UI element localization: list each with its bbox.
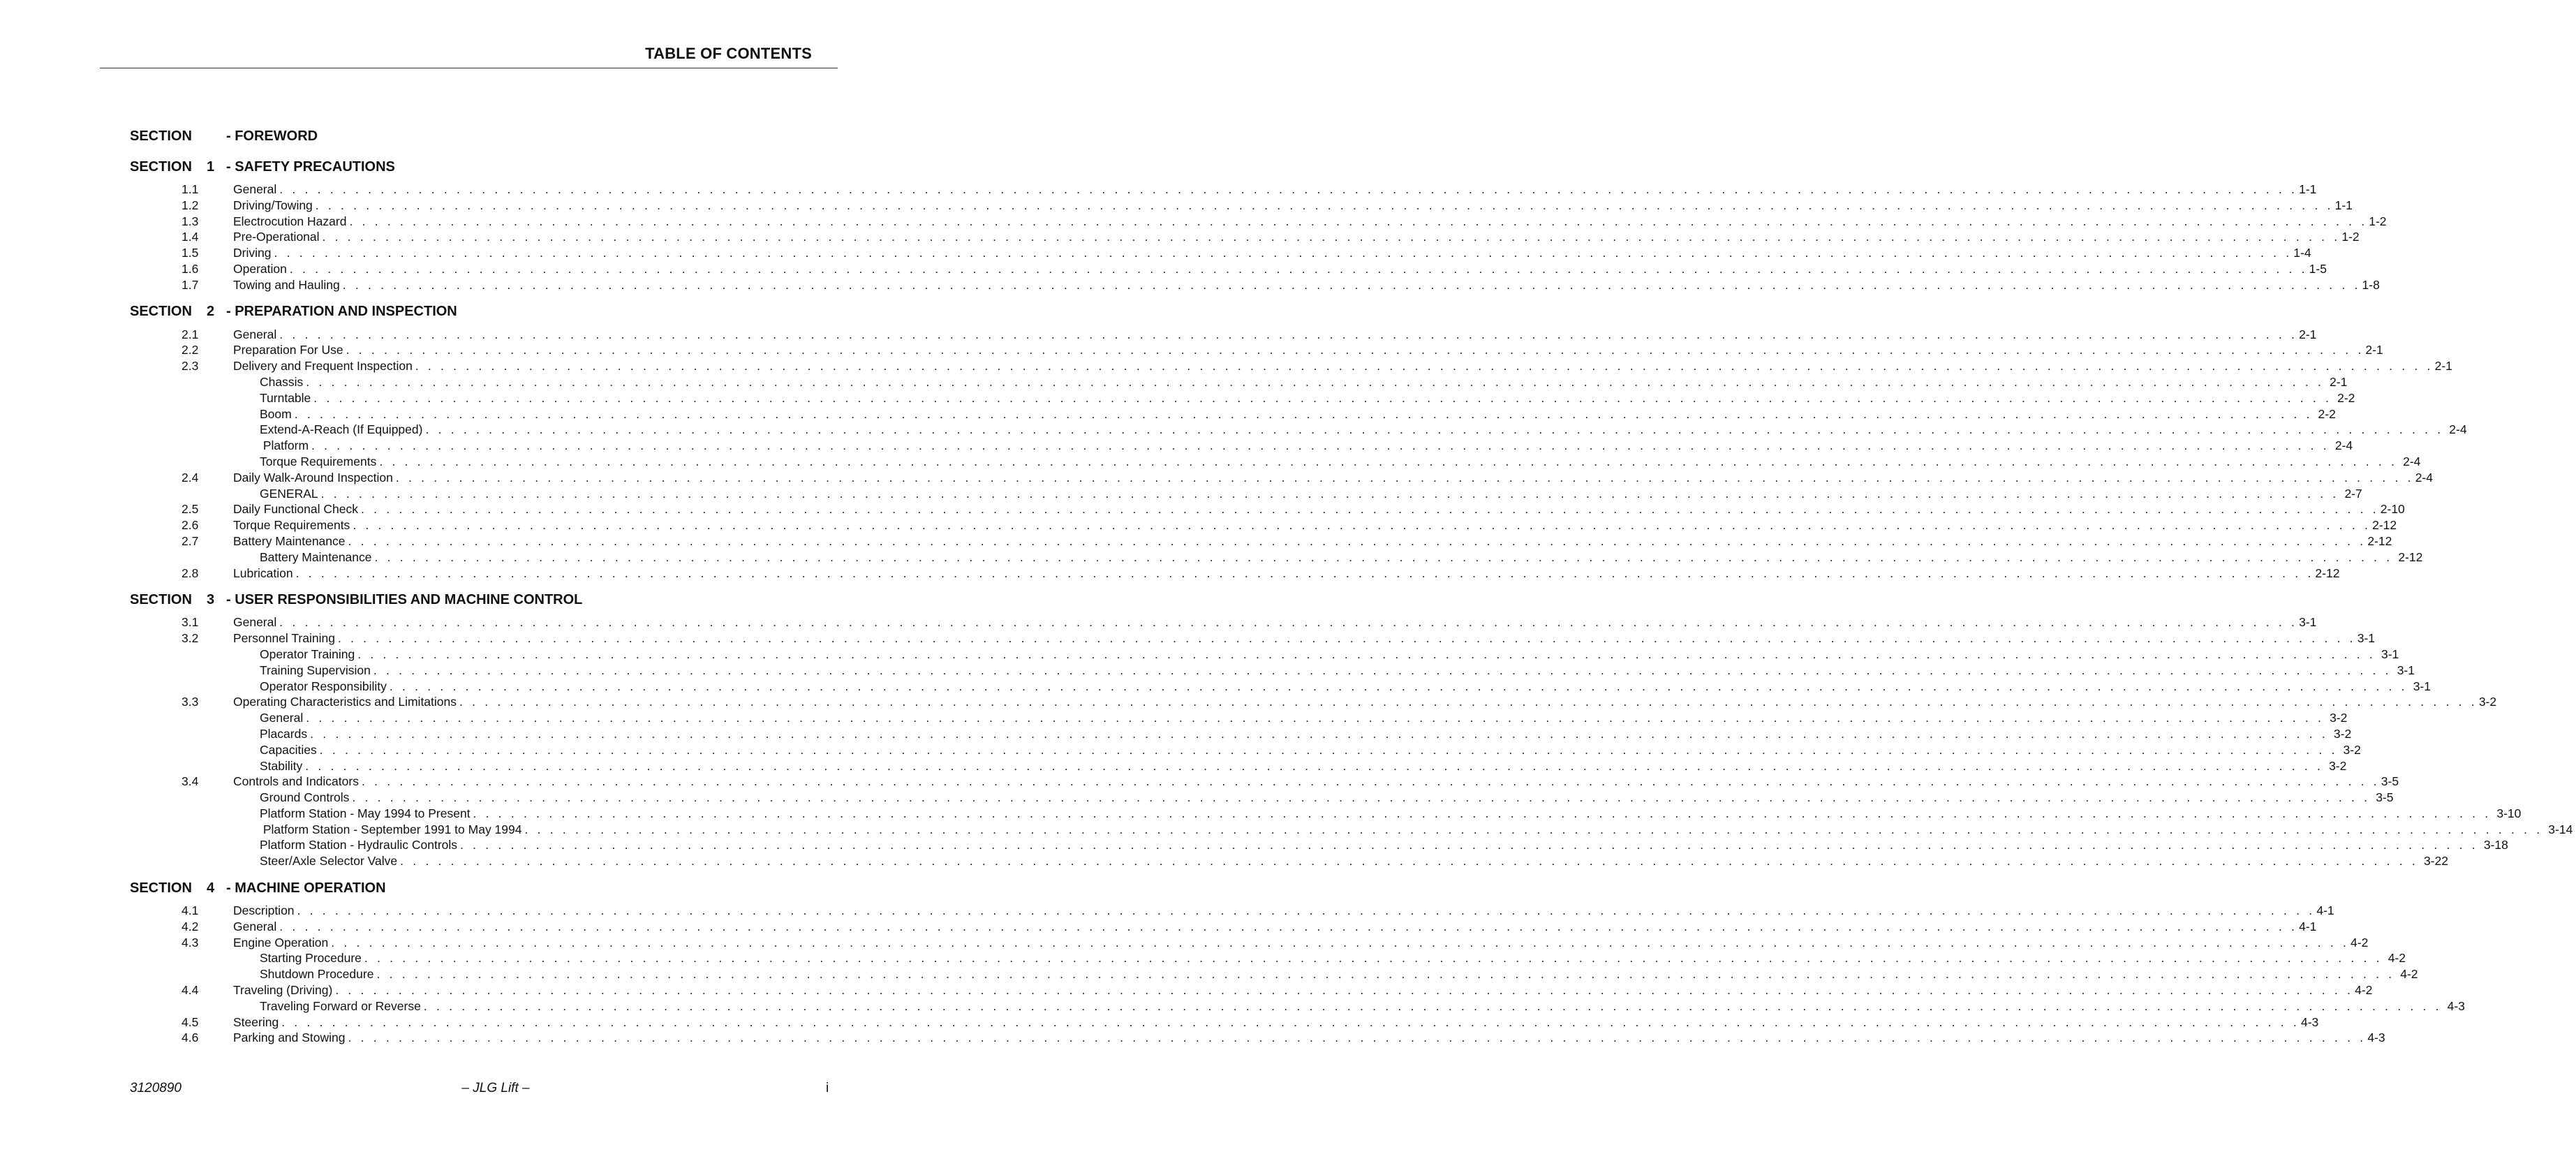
- entry-leader-row: [233, 245, 2311, 261]
- entry-number: 4.5: [182, 1014, 199, 1029]
- entry-title: Chassis: [260, 374, 304, 389]
- dot-leader: . . . . . . . . . . . . . . . . . . . . . . . . . . . . . . . . . . . . . . . . . . . . . . . . . . . . . . . . . . . . . . . . . . . . . . . . . . . . . . . . . . . . . . . . . . . . . . . . . . . . . . . . . . . . . . . . . . . . . . . . . . . . . . . . . . . . . . . . . . . . . . . . . . . . . . . . . . . . . . . .: [415, 359, 2434, 374]
- entry-page-number: 3-2: [2330, 711, 2348, 725]
- entry-page-number: 3-5: [2381, 774, 2399, 789]
- entry-page-number: 2-12: [2367, 533, 2392, 548]
- entry-title: Operator Training: [260, 647, 355, 661]
- entry-leader-row: [233, 1030, 2385, 1046]
- toc-entry[interactable]: [0, 501, 2405, 517]
- entry-page-number: 3-22: [2423, 854, 2448, 869]
- entry-number: 4.1: [182, 903, 199, 918]
- dot-leader: . . . . . . . . . . . . . . . . . . . . . . . . . . . . . . . . . . . . . . . . . . . . . . . . . . . . . . . . . . . . . . . . . . . . . . . . . . . . . . . . . . . . . . . . . . . . . . . . . . . . . . . . . . . . . . . . . . . . . . . . . . . . . . . . . . . . . . . . . . . . . . . . . . . . . . . . . . . . . . . .: [342, 277, 2361, 292]
- toc-subentry[interactable]: [0, 837, 2508, 853]
- toc-subentry[interactable]: [0, 726, 2352, 742]
- entry-page-number: 2-2: [2318, 406, 2336, 421]
- entry-number: 4.3: [182, 935, 199, 950]
- dot-leader: . . . . . . . . . . . . . . . . . . . . . . . . . . . . . . . . . . . . . . . . . . . . . . . . . . . . . . . . . . . . . . . . . . . . . . . . . . . . . . . . . . . . . . . . . . . . . . . . . . . . . . . . . . . . . . . . . . . . . . . . . . . . . . . . . . . . . . . . . . . . . . . . . . . . . . . . . . . . . . . .: [306, 374, 2325, 389]
- toc-subentry[interactable]: [0, 710, 2348, 726]
- entry-title: Pre-Operational: [233, 230, 320, 244]
- entry-page-number: 3-5: [2376, 790, 2394, 805]
- entry-title: General: [233, 615, 277, 630]
- section-word: SECTION: [130, 304, 192, 320]
- entry-leader-row: [260, 406, 2336, 422]
- entry-page-number: 4-2: [2351, 935, 2369, 950]
- entry-leader-row: [260, 454, 2421, 470]
- dot-leader: . . . . . . . . . . . . . . . . . . . . . . . . . . . . . . . . . . . . . . . . . . . . . . . . . . . . . . . . . . . . . . . . . . . . . . . . . . . . . . . . . . . . . . . . . . . . . . . . . . . . . . . . . . . . . . . . . . . . . . . . . . . . . . . . . . . . . . . . . . . . . . . . . . . . . . . . . . . . . . . .: [279, 182, 2298, 196]
- entry-page-number: 3-2: [2329, 758, 2347, 773]
- dot-leader: . . . . . . . . . . . . . . . . . . . . . . . . . . . . . . . . . . . . . . . . . . . . . . . . . . . . . . . . . . . . . . . . . . . . . . . . . . . . . . . . . . . . . . . . . . . . . . . . . . . . . . . . . . . . . . . . . . . . . . . . . . . . . . . . . . . . . . . . . . . . . . . . . . . . . . . . . . . . . . . .: [524, 822, 2543, 836]
- entry-page-number: 2-1: [2434, 359, 2452, 374]
- toc-entry[interactable]: [0, 261, 2327, 277]
- footer-doc-number: 3120890: [130, 1081, 182, 1095]
- entry-title: Steering: [233, 1014, 279, 1029]
- entry-leader-row: [233, 774, 2399, 790]
- entry-leader-row: [233, 694, 2497, 710]
- footer-page-number: i: [826, 1081, 829, 1095]
- entry-page-number: 1-2: [2341, 230, 2360, 244]
- dot-leader: . . . . . . . . . . . . . . . . . . . . . . . . . . . . . . . . . . . . . . . . . . . . . . . . . . . . . . . . . . . . . . . . . . . . . . . . . . . . . . . . . . . . . . . . . . . . . . . . . . . . . . . . . . . . . . . . . . . . . . . . . . . . . . . . . . . . . . . . . . . . . . . . . . . . . . . . . . . . . . . .: [379, 454, 2398, 468]
- section-number: 4: [207, 880, 215, 896]
- toc-entry[interactable]: [0, 533, 2392, 549]
- entry-title: Towing and Hauling: [233, 277, 340, 292]
- toc-subentry[interactable]: [0, 998, 2465, 1014]
- entry-title: Torque Requirements: [260, 454, 377, 468]
- toc-entry[interactable]: [0, 982, 2373, 998]
- entry-leader-row: [260, 998, 2465, 1014]
- entry-leader-row: [260, 950, 2406, 966]
- entry-leader-row: [260, 374, 2348, 390]
- entry-number: 3.3: [182, 695, 199, 709]
- dot-leader: . . . . . . . . . . . . . . . . . . . . . . . . . . . . . . . . . . . . . . . . . . . . . . . . . . . . . . . . . . . . . . . . . . . . . . . . . . . . . . . . . . . . . . . . . . . . . . . . . . . . . . . . . . . . . . . . . . . . . . . . . . . . . . . . . . . . . . . . . . . . . . . . . . . . . . . . . . . . . . . .: [281, 1014, 2300, 1029]
- toc-entry[interactable]: [0, 919, 2317, 935]
- entry-leader-row: [260, 679, 2431, 695]
- entry-page-number: 4-2: [2355, 983, 2373, 998]
- toc-subentry[interactable]: [0, 853, 2448, 869]
- toc-section: [0, 300, 2467, 582]
- dot-leader: . . . . . . . . . . . . . . . . . . . . . . . . . . . . . . . . . . . . . . . . . . . . . . . . . . . . . . . . . . . . . . . . . . . . . . . . . . . . . . . . . . . . . . . . . . . . . . . . . . . . . . . . . . . . . . . . . . . . . . . . . . . . . . . . . . . . . . . . . . . . . . . . . . . . . . . . . . . . . . . .: [279, 919, 2298, 933]
- dot-leader: . . . . . . . . . . . . . . . . . . . . . . . . . . . . . . . . . . . . . . . . . . . . . . . . . . . . . . . . . . . . . . . . . . . . . . . . . . . . . . . . . . . . . . . . . . . . . . . . . . . . . . . . . . . . . . . . . . . . . . . . . . . . . . . . . . . . . . . . . . . . . . . . . . . . . . . . . . . . . . . .: [315, 198, 2334, 212]
- toc-subentry[interactable]: [0, 950, 2406, 966]
- toc-section: [0, 124, 890, 148]
- entry-title: Battery Maintenance: [260, 549, 372, 564]
- entry-title: Starting Procedure: [260, 951, 362, 966]
- toc-entry[interactable]: [0, 517, 2397, 533]
- toc-entry[interactable]: [0, 245, 2311, 261]
- entry-title: Platform Station - September 1991 to May 1994: [260, 822, 522, 836]
- dot-leader: . . . . . . . . . . . . . . . . . . . . . . . . . . . . . . . . . . . . . . . . . . . . . . . . . . . . . . . . . . . . . . . . . . . . . . . . . . . . . . . . . . . . . . . . . . . . . . . . . . . . . . . . . . . . . . . . . . . . . . . . . . . . . . . . . . . . . . . . . . . . . . . . . . . . . . . . . . . . . . . .: [360, 502, 2379, 517]
- section-title: - USER RESPONSIBILITIES AND MACHINE CONTROL: [226, 591, 583, 607]
- entry-page-number: 4-2: [2388, 951, 2406, 966]
- toc-subentry[interactable]: [0, 454, 2421, 470]
- entry-leader-row: [260, 549, 2423, 566]
- toc-subentry[interactable]: [0, 374, 2348, 390]
- entry-page-number: 2-1: [2299, 327, 2317, 341]
- entry-page-number: 1-2: [2369, 214, 2387, 228]
- dot-leader: . . . . . . . . . . . . . . . . . . . . . . . . . . . . . . . . . . . . . . . . . . . . . . . . . . . . . . . . . . . . . . . . . . . . . . . . . . . . . . . . . . . . . . . . . . . . . . . . . . . . . . . . . . . . . . . . . . . . . . . . . . . . . . . . . . . . . . . . . . . . . . . . . . . . . . . . . . . . . . . .: [306, 711, 2325, 725]
- dot-leader: . . . . . . . . . . . . . . . . . . . . . . . . . . . . . . . . . . . . . . . . . . . . . . . . . . . . . . . . . . . . . . . . . . . . . . . . . . . . . . . . . . . . . . . . . . . . . . . . . . . . . . . . . . . . . . . . . . . . . . . . . . . . . . . . . . . . . . . . . . . . . . . . . . . . . . . . . . . . . . . .: [460, 838, 2478, 852]
- entry-title: Preparation For Use: [233, 343, 343, 357]
- dot-leader: . . . . . . . . . . . . . . . . . . . . . . . . . . . . . . . . . . . . . . . . . . . . . . . . . . . . . . . . . . . . . . . . . . . . . . . . . . . . . . . . . . . . . . . . . . . . . . . . . . . . . . . . . . . . . . . . . . . . . . . . . . . . . . . . . . . . . . . . . . . . . . . . . . . . . . . . . . . . . . . .: [364, 951, 2383, 966]
- entry-page-number: 2-4: [2403, 454, 2421, 468]
- section-heading[interactable]: [0, 588, 890, 612]
- toc-section: [0, 588, 2573, 869]
- table-of-contents: [0, 124, 2573, 1053]
- toc-entry[interactable]: [0, 342, 2383, 358]
- entry-page-number: 3-1: [2299, 615, 2317, 630]
- entry-leader-row: [233, 566, 2340, 582]
- entry-page-number: 1-4: [2293, 246, 2311, 260]
- dot-leader: . . . . . . . . . . . . . . . . . . . . . . . . . . . . . . . . . . . . . . . . . . . . . . . . . . . . . . . . . . . . . . . . . . . . . . . . . . . . . . . . . . . . . . . . . . . . . . . . . . . . . . . . . . . . . . . . . . . . . . . . . . . . . . . . . . . . . . . . . . . . . . . . . . . . . . . . . . . . . . . .: [349, 214, 2368, 228]
- dot-leader: . . . . . . . . . . . . . . . . . . . . . . . . . . . . . . . . . . . . . . . . . . . . . . . . . . . . . . . . . . . . . . . . . . . . . . . . . . . . . . . . . . . . . . . . . . . . . . . . . . . . . . . . . . . . . . . . . . . . . . . . . . . . . . . . . . . . . . . . . . . . . . . . . . . . . . . . . . . . . . . .: [348, 533, 2367, 548]
- entry-number: 2.2: [182, 343, 199, 357]
- entry-title: General: [260, 711, 304, 725]
- dot-leader: . . . . . . . . . . . . . . . . . . . . . . . . . . . . . . . . . . . . . . . . . . . . . . . . . . . . . . . . . . . . . . . . . . . . . . . . . . . . . . . . . . . . . . . . . . . . . . . . . . . . . . . . . . . . . . . . . . . . . . . . . . . . . . . . . . . . . . . . . . . . . . . . . . . . . . . . . . . . . . . .: [289, 261, 2308, 276]
- entry-number: 1.1: [182, 182, 199, 196]
- entry-leader-row: [260, 837, 2508, 853]
- dot-leader: . . . . . . . . . . . . . . . . . . . . . . . . . . . . . . . . . . . . . . . . . . . . . . . . . . . . . . . . . . . . . . . . . . . . . . . . . . . . . . . . . . . . . . . . . . . . . . . . . . . . . . . . . . . . . . . . . . . . . . . . . . . . . . . . . . . . . . . . . . . . . . . . . . . . . . . . . . . . . . . .: [374, 549, 2393, 564]
- entry-title: Steer/Axle Selector Valve: [260, 854, 398, 869]
- entry-number: 2.3: [182, 359, 199, 374]
- page-header-title: TABLE OF CONTENTS: [645, 45, 812, 62]
- entry-number: 2.8: [182, 566, 199, 580]
- entry-number: 4.2: [182, 919, 199, 933]
- toc-entry[interactable]: [0, 903, 2334, 919]
- section-heading[interactable]: [0, 124, 890, 148]
- entry-title: Lubrication: [233, 566, 293, 580]
- toc-entry[interactable]: [0, 327, 2317, 343]
- entry-number: 1.4: [182, 230, 199, 244]
- entry-number: 1.7: [182, 277, 199, 292]
- entry-page-number: 3-1: [2397, 663, 2415, 677]
- dot-leader: . . . . . . . . . . . . . . . . . . . . . . . . . . . . . . . . . . . . . . . . . . . . . . . . . . . . . . . . . . . . . . . . . . . . . . . . . . . . . . . . . . . . . . . . . . . . . . . . . . . . . . . . . . . . . . . . . . . . . . . . . . . . . . . . . . . . . . . . . . . . . . . . . . . . . . . . . . . . . . . .: [297, 903, 2316, 918]
- dot-leader: . . . . . . . . . . . . . . . . . . . . . . . . . . . . . . . . . . . . . . . . . . . . . . . . . . . . . . . . . . . . . . . . . . . . . . . . . . . . . . . . . . . . . . . . . . . . . . . . . . . . . . . . . . . . . . . . . . . . . . . . . . . . . . . . . . . . . . . . . . . . . . . . . . . . . . . . . . . . . . . .: [331, 935, 2350, 950]
- entry-number: 2.5: [182, 502, 199, 517]
- toc-section: [0, 876, 2465, 1046]
- entry-title: Delivery and Frequent Inspection: [233, 359, 413, 374]
- toc-subentry[interactable]: [0, 406, 2336, 422]
- entry-leader-row: [260, 966, 2418, 982]
- section-title: - MACHINE OPERATION: [226, 880, 386, 896]
- section-title: - SAFETY PRECAUTIONS: [226, 158, 395, 175]
- entry-title: Platform: [260, 438, 309, 453]
- entry-page-number: 3-1: [2381, 647, 2399, 661]
- entry-page-number: 4-3: [2447, 998, 2465, 1013]
- entry-title: Ground Controls: [260, 790, 350, 805]
- entry-leader-row: [233, 517, 2397, 533]
- dot-leader: . . . . . . . . . . . . . . . . . . . . . . . . . . . . . . . . . . . . . . . . . . . . . . . . . . . . . . . . . . . . . . . . . . . . . . . . . . . . . . . . . . . . . . . . . . . . . . . . . . . . . . . . . . . . . . . . . . . . . . . . . . . . . . . . . . . . . . . . . . . . . . . . . . . . . . . . . . . . . . . .: [322, 230, 2341, 244]
- entry-page-number: 4-3: [2367, 1031, 2385, 1045]
- entry-leader-row: [233, 1014, 2319, 1031]
- toc-section: [0, 155, 2387, 293]
- entry-page-number: 3-2: [2333, 726, 2352, 741]
- dot-leader: . . . . . . . . . . . . . . . . . . . . . . . . . . . . . . . . . . . . . . . . . . . . . . . . . . . . . . . . . . . . . . . . . . . . . . . . . . . . . . . . . . . . . . . . . . . . . . . . . . . . . . . . . . . . . . . . . . . . . . . . . . . . . . . . . . . . . . . . . . . . . . . . . . . . . . . . . . . . . . . .: [353, 518, 2371, 533]
- entry-page-number: 2-10: [2380, 502, 2405, 517]
- entry-leader-row: [233, 903, 2334, 919]
- dot-leader: . . . . . . . . . . . . . . . . . . . . . . . . . . . . . . . . . . . . . . . . . . . . . . . . . . . . . . . . . . . . . . . . . . . . . . . . . . . . . . . . . . . . . . . . . . . . . . . . . . . . . . . . . . . . . . . . . . . . . . . . . . . . . . . . . . . . . . . . . . . . . . . . . . . . . . . . . . . . . . . .: [294, 406, 2313, 421]
- entry-page-number: 2-12: [2398, 549, 2423, 564]
- entry-leader-row: [260, 742, 2361, 758]
- entry-number: 1.5: [182, 246, 199, 260]
- entry-page-number: 4-1: [2299, 919, 2317, 933]
- toc-entry[interactable]: [0, 935, 2369, 951]
- entry-leader-row: [233, 935, 2369, 951]
- dot-leader: . . . . . . . . . . . . . . . . . . . . . . . . . . . . . . . . . . . . . . . . . . . . . . . . . . . . . . . . . . . . . . . . . . . . . . . . . . . . . . . . . . . . . . . . . . . . . . . . . . . . . . . . . . . . . . . . . . . . . . . . . . . . . . . . . . . . . . . . . . . . . . . . . . . . . . . . . . . . . . . .: [279, 615, 2298, 630]
- section-heading[interactable]: [0, 155, 890, 179]
- dot-leader: . . . . . . . . . . . . . . . . . . . . . . . . . . . . . . . . . . . . . . . . . . . . . . . . . . . . . . . . . . . . . . . . . . . . . . . . . . . . . . . . . . . . . . . . . . . . . . . . . . . . . . . . . . . . . . . . . . . . . . . . . . . . . . . . . . . . . . . . . . . . . . . . . . . . . . . . . . . . . . . .: [279, 327, 2298, 341]
- entry-number: 1.2: [182, 198, 199, 212]
- entry-number: 1.6: [182, 261, 199, 276]
- dot-leader: . . . . . . . . . . . . . . . . . . . . . . . . . . . . . . . . . . . . . . . . . . . . . . . . . . . . . . . . . . . . . . . . . . . . . . . . . . . . . . . . . . . . . . . . . . . . . . . . . . . . . . . . . . . . . . . . . . . . . . . . . . . . . . . . . . . . . . . . . . . . . . . . . . . . . . . . . . . . . . . .: [357, 647, 2376, 661]
- dot-leader: . . . . . . . . . . . . . . . . . . . . . . . . . . . . . . . . . . . . . . . . . . . . . . . . . . . . . . . . . . . . . . . . . . . . . . . . . . . . . . . . . . . . . . . . . . . . . . . . . . . . . . . . . . . . . . . . . . . . . . . . . . . . . . . . . . . . . . . . . . . . . . . . . . . . . . . . . . . . . . . .: [274, 246, 2293, 260]
- entry-page-number: 2-2: [2337, 390, 2355, 405]
- toc-subentry[interactable]: [0, 966, 2418, 982]
- entry-page-number: 2-7: [2344, 486, 2362, 501]
- toc-entry[interactable]: [0, 198, 2353, 214]
- toc-subentry[interactable]: [0, 486, 2362, 502]
- entry-leader-row: [260, 438, 2353, 454]
- entry-title: Engine Operation: [233, 935, 329, 950]
- dot-leader: . . . . . . . . . . . . . . . . . . . . . . . . . . . . . . . . . . . . . . . . . . . . . . . . . . . . . . . . . . . . . . . . . . . . . . . . . . . . . . . . . . . . . . . . . . . . . . . . . . . . . . . . . . . . . . . . . . . . . . . . . . . . . . . . . . . . . . . . . . . . . . . . . . . . . . . . . . . . . . . .: [373, 663, 2392, 677]
- entry-number: 4.6: [182, 1031, 199, 1045]
- entry-title: Operation: [233, 261, 287, 276]
- dot-leader: . . . . . . . . . . . . . . . . . . . . . . . . . . . . . . . . . . . . . . . . . . . . . . . . . . . . . . . . . . . . . . . . . . . . . . . . . . . . . . . . . . . . . . . . . . . . . . . . . . . . . . . . . . . . . . . . . . . . . . . . . . . . . . . . . . . . . . . . . . . . . . . . . . . . . . . . . . . . . . . .: [395, 470, 2414, 485]
- entry-number: 2.7: [182, 533, 199, 548]
- section-word: SECTION: [130, 591, 192, 607]
- entry-title: Daily Walk-Around Inspection: [233, 470, 393, 485]
- dot-leader: . . . . . . . . . . . . . . . . . . . . . . . . . . . . . . . . . . . . . . . . . . . . . . . . . . . . . . . . . . . . . . . . . . . . . . . . . . . . . . . . . . . . . . . . . . . . . . . . . . . . . . . . . . . . . . . . . . . . . . . . . . . . . . . . . . . . . . . . . . . . . . . . . . . . . . . . . . . . . . . .: [348, 1031, 2367, 1045]
- toc-entry[interactable]: [0, 1014, 2319, 1031]
- entry-page-number: 2-1: [2330, 374, 2348, 389]
- section-title: - PREPARATION AND INSPECTION: [226, 304, 457, 320]
- entry-page-number: 3-14: [2548, 822, 2573, 836]
- entry-leader-row: [233, 470, 2433, 486]
- entry-title: Driving/Towing: [233, 198, 313, 212]
- entry-title: Extend-A-Reach (If Equipped): [260, 422, 423, 437]
- dot-leader: . . . . . . . . . . . . . . . . . . . . . . . . . . . . . . . . . . . . . . . . . . . . . . . . . . . . . . . . . . . . . . . . . . . . . . . . . . . . . . . . . . . . . . . . . . . . . . . . . . . . . . . . . . . . . . . . . . . . . . . . . . . . . . . . . . . . . . . . . . . . . . . . . . . . . . . . . . . . . . . .: [320, 486, 2339, 501]
- entry-leader-row: [233, 919, 2317, 935]
- entry-page-number: 2-4: [2449, 422, 2467, 437]
- section-number: 3: [207, 591, 215, 607]
- entry-number: 2.1: [182, 327, 199, 341]
- section-word: SECTION: [130, 128, 192, 144]
- dot-leader: . . . . . . . . . . . . . . . . . . . . . . . . . . . . . . . . . . . . . . . . . . . . . . . . . . . . . . . . . . . . . . . . . . . . . . . . . . . . . . . . . . . . . . . . . . . . . . . . . . . . . . . . . . . . . . . . . . . . . . . . . . . . . . . . . . . . . . . . . . . . . . . . . . . . . . . . . . . . . . . .: [310, 726, 2328, 741]
- toc-entry[interactable]: [0, 630, 2376, 647]
- toc-subentry[interactable]: [0, 663, 2415, 679]
- toc-subentry[interactable]: [0, 806, 2522, 822]
- entry-leader-row: [233, 229, 2360, 245]
- footer-publisher: – JLG Lift –: [461, 1081, 530, 1095]
- entry-page-number: 1-5: [2309, 261, 2327, 276]
- entry-leader-row: [260, 726, 2352, 742]
- dot-leader: . . . . . . . . . . . . . . . . . . . . . . . . . . . . . . . . . . . . . . . . . . . . . . . . . . . . . . . . . . . . . . . . . . . . . . . . . . . . . . . . . . . . . . . . . . . . . . . . . . . . . . . . . . . . . . . . . . . . . . . . . . . . . . . . . . . . . . . . . . . . . . . . . . . . . . . . . . . . . . . .: [335, 983, 2354, 998]
- dot-leader: . . . . . . . . . . . . . . . . . . . . . . . . . . . . . . . . . . . . . . . . . . . . . . . . . . . . . . . . . . . . . . . . . . . . . . . . . . . . . . . . . . . . . . . . . . . . . . . . . . . . . . . . . . . . . . . . . . . . . . . . . . . . . . . . . . . . . . . . . . . . . . . . . . . . . . . . . . . . . . . .: [400, 854, 2418, 869]
- entry-page-number: 1-8: [2362, 277, 2380, 292]
- entry-title: Personnel Training: [233, 631, 335, 646]
- entry-title: Boom: [260, 406, 292, 421]
- entry-page-number: 3-1: [2357, 631, 2376, 646]
- entry-page-number: 2-1: [2365, 343, 2383, 357]
- toc-subentry[interactable]: [0, 647, 2399, 663]
- toc-entry[interactable]: [0, 1030, 2385, 1046]
- entry-title: Operating Characteristics and Limitations: [233, 695, 457, 709]
- entry-page-number: 4-2: [2400, 967, 2418, 982]
- dot-leader: . . . . . . . . . . . . . . . . . . . . . . . . . . . . . . . . . . . . . . . . . . . . . . . . . . . . . . . . . . . . . . . . . . . . . . . . . . . . . . . . . . . . . . . . . . . . . . . . . . . . . . . . . . . . . . . . . . . . . . . . . . . . . . . . . . . . . . . . . . . . . . . . . . . . . . . . . . . . . . . .: [473, 806, 2492, 820]
- dot-leader: . . . . . . . . . . . . . . . . . . . . . . . . . . . . . . . . . . . . . . . . . . . . . . . . . . . . . . . . . . . . . . . . . . . . . . . . . . . . . . . . . . . . . . . . . . . . . . . . . . . . . . . . . . . . . . . . . . . . . . . . . . . . . . . . . . . . . . . . . . . . . . . . . . . . . . . . . . . . . . . .: [389, 679, 2408, 693]
- entry-page-number: 3-2: [2343, 742, 2361, 757]
- toc-subentry[interactable]: [0, 822, 2573, 838]
- entry-title: General: [233, 327, 277, 341]
- entry-page-number: 3-1: [2413, 679, 2431, 693]
- section-title: - FOREWORD: [226, 128, 318, 144]
- entry-leader-row: [233, 327, 2317, 343]
- entry-leader-row: [233, 261, 2327, 277]
- entry-leader-row: [233, 342, 2383, 358]
- entry-title: Daily Functional Check: [233, 502, 358, 517]
- entry-leader-row: [233, 214, 2387, 230]
- entry-title: Description: [233, 903, 295, 918]
- entry-leader-row: [233, 182, 2317, 198]
- entry-title: Controls and Indicators: [233, 774, 359, 789]
- toc-subentry[interactable]: [0, 679, 2431, 695]
- entry-title: Operator Responsibility: [260, 679, 387, 693]
- entry-number: 3.4: [182, 774, 199, 789]
- entry-title: Capacities: [260, 742, 317, 757]
- entry-number: 1.3: [182, 214, 199, 228]
- entry-number: 3.1: [182, 615, 199, 630]
- entry-leader-row: [260, 790, 2394, 806]
- dot-leader: . . . . . . . . . . . . . . . . . . . . . . . . . . . . . . . . . . . . . . . . . . . . . . . . . . . . . . . . . . . . . . . . . . . . . . . . . . . . . . . . . . . . . . . . . . . . . . . . . . . . . . . . . . . . . . . . . . . . . . . . . . . . . . . . . . . . . . . . . . . . . . . . . . . . . . . . . . . . . . . .: [305, 758, 2324, 773]
- entry-leader-row: [233, 198, 2353, 214]
- entry-page-number: 2-4: [2334, 438, 2353, 453]
- dot-leader: . . . . . . . . . . . . . . . . . . . . . . . . . . . . . . . . . . . . . . . . . . . . . . . . . . . . . . . . . . . . . . . . . . . . . . . . . . . . . . . . . . . . . . . . . . . . . . . . . . . . . . . . . . . . . . . . . . . . . . . . . . . . . . . . . . . . . . . . . . . . . . . . . . . . . . . . . . . . . . . .: [295, 566, 2314, 580]
- section-number: 2: [207, 304, 215, 320]
- entry-leader-row: [233, 358, 2452, 374]
- entry-title: GENERAL: [260, 486, 318, 501]
- section-word: SECTION: [130, 158, 192, 175]
- toc-entry[interactable]: [0, 229, 2360, 245]
- entry-page-number: 1-1: [2334, 198, 2353, 212]
- section-number: 1: [207, 158, 215, 175]
- dot-leader: . . . . . . . . . . . . . . . . . . . . . . . . . . . . . . . . . . . . . . . . . . . . . . . . . . . . . . . . . . . . . . . . . . . . . . . . . . . . . . . . . . . . . . . . . . . . . . . . . . . . . . . . . . . . . . . . . . . . . . . . . . . . . . . . . . . . . . . . . . . . . . . . . . . . . . . . . . . . . . . .: [423, 998, 2442, 1013]
- entry-page-number: 3-18: [2483, 838, 2508, 852]
- entry-title: Turntable: [260, 390, 311, 405]
- dot-leader: . . . . . . . . . . . . . . . . . . . . . . . . . . . . . . . . . . . . . . . . . . . . . . . . . . . . . . . . . . . . . . . . . . . . . . . . . . . . . . . . . . . . . . . . . . . . . . . . . . . . . . . . . . . . . . . . . . . . . . . . . . . . . . . . . . . . . . . . . . . . . . . . . . . . . . . . . . . . . . . .: [313, 390, 2332, 405]
- dot-leader: . . . . . . . . . . . . . . . . . . . . . . . . . . . . . . . . . . . . . . . . . . . . . . . . . . . . . . . . . . . . . . . . . . . . . . . . . . . . . . . . . . . . . . . . . . . . . . . . . . . . . . . . . . . . . . . . . . . . . . . . . . . . . . . . . . . . . . . . . . . . . . . . . . . . . . . . . . . . . . . .: [337, 631, 2356, 646]
- toc-subentry[interactable]: [0, 790, 2394, 806]
- entry-title: Platform Station - Hydraulic Controls: [260, 838, 458, 852]
- dot-leader: . . . . . . . . . . . . . . . . . . . . . . . . . . . . . . . . . . . . . . . . . . . . . . . . . . . . . . . . . . . . . . . . . . . . . . . . . . . . . . . . . . . . . . . . . . . . . . . . . . . . . . . . . . . . . . . . . . . . . . . . . . . . . . . . . . . . . . . . . . . . . . . . . . . . . . . . . . . . . . . .: [352, 790, 2371, 805]
- toc-subentry[interactable]: [0, 549, 2423, 566]
- section-heading[interactable]: [0, 876, 890, 900]
- entry-page-number: 2-4: [2415, 470, 2433, 485]
- dot-leader: . . . . . . . . . . . . . . . . . . . . . . . . . . . . . . . . . . . . . . . . . . . . . . . . . . . . . . . . . . . . . . . . . . . . . . . . . . . . . . . . . . . . . . . . . . . . . . . . . . . . . . . . . . . . . . . . . . . . . . . . . . . . . . . . . . . . . . . . . . . . . . . . . . . . . . . . . . . . . . . .: [425, 422, 2444, 437]
- entry-title: Battery Maintenance: [233, 533, 346, 548]
- entry-title: Shutdown Procedure: [260, 967, 374, 982]
- dot-leader: . . . . . . . . . . . . . . . . . . . . . . . . . . . . . . . . . . . . . . . . . . . . . . . . . . . . . . . . . . . . . . . . . . . . . . . . . . . . . . . . . . . . . . . . . . . . . . . . . . . . . . . . . . . . . . . . . . . . . . . . . . . . . . . . . . . . . . . . . . . . . . . . . . . . . . . . . . . . . . . .: [319, 742, 2338, 757]
- toc-entry[interactable]: [0, 774, 2399, 790]
- entry-number: 2.6: [182, 518, 199, 533]
- entry-leader-row: [233, 277, 2380, 293]
- entry-title: Stability: [260, 758, 303, 773]
- entry-leader-row: [260, 806, 2522, 822]
- entry-title: General: [233, 919, 277, 933]
- toc-subentry[interactable]: [0, 422, 2467, 438]
- entry-title: Electrocution Hazard: [233, 214, 347, 228]
- dot-leader: . . . . . . . . . . . . . . . . . . . . . . . . . . . . . . . . . . . . . . . . . . . . . . . . . . . . . . . . . . . . . . . . . . . . . . . . . . . . . . . . . . . . . . . . . . . . . . . . . . . . . . . . . . . . . . . . . . . . . . . . . . . . . . . . . . . . . . . . . . . . . . . . . . . . . . . . . . . . . . . .: [311, 438, 2330, 453]
- entry-leader-row: [260, 663, 2415, 679]
- entry-title: Placards: [260, 726, 308, 741]
- entry-leader-row: [233, 501, 2405, 517]
- dot-leader: . . . . . . . . . . . . . . . . . . . . . . . . . . . . . . . . . . . . . . . . . . . . . . . . . . . . . . . . . . . . . . . . . . . . . . . . . . . . . . . . . . . . . . . . . . . . . . . . . . . . . . . . . . . . . . . . . . . . . . . . . . . . . . . . . . . . . . . . . . . . . . . . . . . . . . . . . . . . . . . .: [459, 695, 2478, 709]
- entry-page-number: 1-1: [2299, 182, 2317, 196]
- entry-title: General: [233, 182, 277, 196]
- entry-title: Traveling (Driving): [233, 983, 333, 998]
- toc-subentry[interactable]: [0, 742, 2361, 758]
- entry-number: 4.4: [182, 983, 199, 998]
- entry-title: Parking and Stowing: [233, 1031, 346, 1045]
- toc-entry[interactable]: [0, 277, 2380, 293]
- dot-leader: . . . . . . . . . . . . . . . . . . . . . . . . . . . . . . . . . . . . . . . . . . . . . . . . . . . . . . . . . . . . . . . . . . . . . . . . . . . . . . . . . . . . . . . . . . . . . . . . . . . . . . . . . . . . . . . . . . . . . . . . . . . . . . . . . . . . . . . . . . . . . . . . . . . . . . . . . . . . . . . .: [361, 774, 2380, 789]
- toc-entry[interactable]: [0, 214, 2387, 230]
- toc-entry[interactable]: [0, 358, 2452, 374]
- entry-number: 3.2: [182, 631, 199, 646]
- entry-leader-row: [260, 647, 2399, 663]
- entry-title: Torque Requirements: [233, 518, 350, 533]
- entry-leader-row: [260, 853, 2448, 869]
- entry-page-number: 2-12: [2315, 566, 2340, 580]
- entry-leader-row: [260, 390, 2355, 406]
- entry-page-number: 4-1: [2316, 903, 2334, 918]
- toc-entry[interactable]: [0, 182, 2317, 198]
- entry-title: Driving: [233, 246, 272, 260]
- section-heading[interactable]: [0, 300, 890, 324]
- entry-page-number: 3-10: [2496, 806, 2522, 820]
- dot-leader: . . . . . . . . . . . . . . . . . . . . . . . . . . . . . . . . . . . . . . . . . . . . . . . . . . . . . . . . . . . . . . . . . . . . . . . . . . . . . . . . . . . . . . . . . . . . . . . . . . . . . . . . . . . . . . . . . . . . . . . . . . . . . . . . . . . . . . . . . . . . . . . . . . . . . . . . . . . . . . . .: [346, 343, 2364, 357]
- entry-leader-row: [233, 533, 2392, 549]
- dot-leader: . . . . . . . . . . . . . . . . . . . . . . . . . . . . . . . . . . . . . . . . . . . . . . . . . . . . . . . . . . . . . . . . . . . . . . . . . . . . . . . . . . . . . . . . . . . . . . . . . . . . . . . . . . . . . . . . . . . . . . . . . . . . . . . . . . . . . . . . . . . . . . . . . . . . . . . . . . . . . . . .: [376, 967, 2395, 982]
- entry-page-number: 3-2: [2478, 695, 2497, 709]
- toc-entry[interactable]: [0, 694, 2497, 710]
- entry-leader-row: [260, 422, 2467, 438]
- entry-page-number: 4-3: [2300, 1014, 2319, 1029]
- entry-leader-row: [260, 710, 2348, 726]
- toc-subentry[interactable]: [0, 390, 2355, 406]
- entry-leader-row: [233, 614, 2317, 630]
- entry-leader-row: [260, 486, 2362, 502]
- toc-entry[interactable]: [0, 614, 2317, 630]
- entry-number: 2.4: [182, 470, 199, 485]
- toc-subentry[interactable]: [0, 758, 2347, 774]
- toc-entry[interactable]: [0, 566, 2340, 582]
- entry-leader-row: [233, 630, 2376, 647]
- entry-title: Training Supervision: [260, 663, 371, 677]
- entry-title: Traveling Forward or Reverse: [260, 998, 421, 1013]
- entry-leader-row: [233, 982, 2373, 998]
- toc-subentry[interactable]: [0, 438, 2353, 454]
- section-word: SECTION: [130, 880, 192, 896]
- entry-leader-row: [260, 758, 2347, 774]
- entry-page-number: 2-12: [2372, 518, 2397, 533]
- entry-title: Platform Station - May 1994 to Present: [260, 806, 471, 820]
- entry-leader-row: [260, 822, 2573, 838]
- toc-entry[interactable]: [0, 470, 2433, 486]
